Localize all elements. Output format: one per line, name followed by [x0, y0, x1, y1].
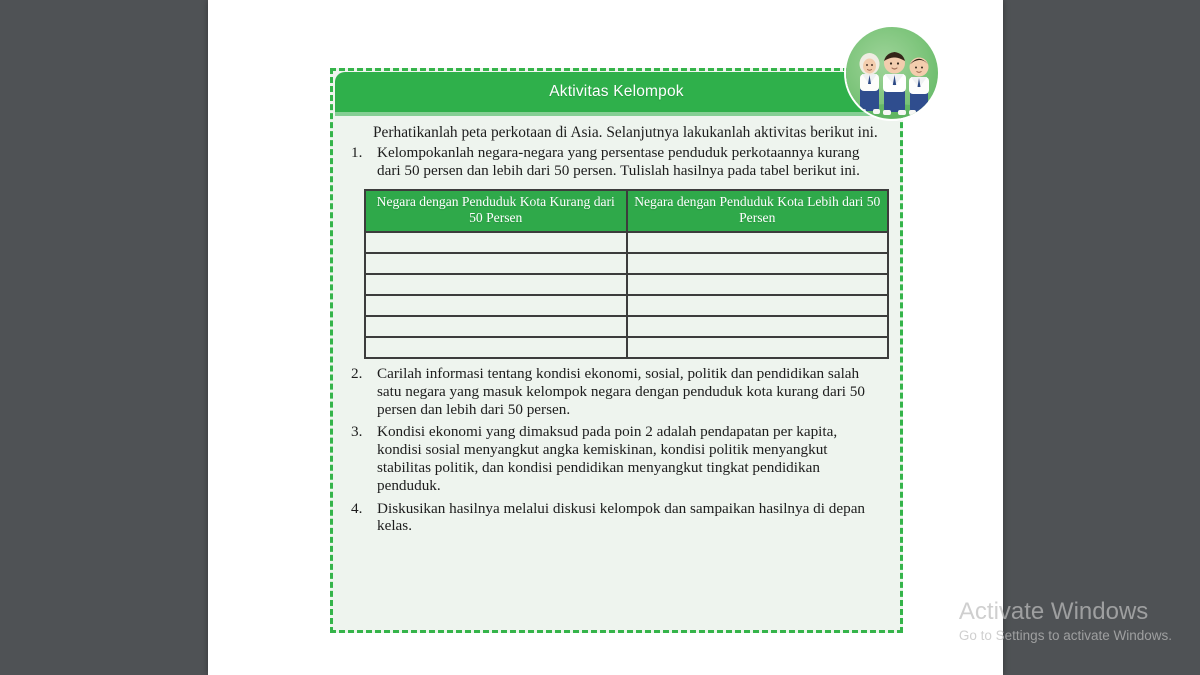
three-students-illustration — [846, 27, 938, 119]
table-header-row — [365, 190, 888, 232]
student-middle — [883, 52, 906, 115]
table-row — [365, 274, 888, 295]
task-number: 2. — [351, 365, 363, 383]
grouping-table-body — [365, 232, 888, 358]
header-underline-rule — [335, 112, 898, 116]
task-text: Diskusikan hasilnya melalui diskusi kelompok dan sampaikan hasilnya di depan kelas. — [377, 499, 866, 535]
table-cell[interactable] — [627, 274, 889, 295]
task-text: Kondisi ekonomi yang dimaksud pada poin 2 adalah pendapatan per kapita, kondisi sosial menyangkut angka kemiskinan, kondisi politik menyangkut stabilitas politik, dan kondisi pendidikan menyangkut tingkat pendidikan penduduk. — [377, 423, 838, 494]
table-cell[interactable] — [365, 295, 627, 316]
task-list-continued — [347, 365, 884, 535]
activation-subtitle: Go to Settings to activate Windows. — [958, 628, 1172, 644]
task-text: Carilah informasi tentang kondisi ekonomi, sosial, politik dan pendidikan salah satu negara yang masuk kelompok negara dengan penduduk kota kurang dari 50 persen dan lebih dari 50 persen. — [377, 365, 865, 418]
task-item-3 — [347, 423, 884, 494]
table-row — [365, 295, 888, 316]
table-row — [365, 232, 888, 253]
task-list — [347, 144, 884, 180]
activity-card-header — [335, 72, 898, 112]
task-item-1 — [347, 144, 884, 180]
activation-title: Activate Windows — [958, 597, 1149, 625]
table-cell[interactable] — [365, 337, 627, 358]
task-item-4 — [347, 500, 884, 536]
student-right — [909, 58, 929, 116]
table-cell[interactable] — [365, 274, 627, 295]
student-left — [859, 53, 880, 114]
table-cell[interactable] — [627, 253, 889, 274]
task-number: 1. — [351, 144, 363, 162]
task-number: 3. — [351, 423, 363, 441]
activity-card — [330, 68, 903, 633]
task-item-2 — [347, 365, 884, 418]
table-row — [365, 253, 888, 274]
table-row — [365, 337, 888, 358]
table-cell[interactable] — [627, 316, 889, 337]
table-header-less-than-50: Negara dengan Penduduk Kota Kurang dari 50 Persen — [365, 190, 627, 232]
task-text: Kelompokanlah negara-negara yang persentase penduduk perkotaannya kurang dari 50 persen dan lebih dari 50 persen. Tulislah hasilnya pada tabel berikut ini. — [377, 144, 860, 180]
activity-card-title: Aktivitas Kelompok — [549, 83, 684, 100]
table-header-more-than-50: Negara dengan Penduduk Kota Lebih dari 50 Persen — [627, 190, 889, 232]
table-row — [365, 316, 888, 337]
table-cell[interactable] — [627, 295, 889, 316]
table-cell[interactable] — [365, 232, 627, 253]
grouping-table — [364, 189, 889, 359]
document-page — [208, 0, 1003, 675]
intro-paragraph: Perhatikanlah peta perkotaan di Asia. Selanjutnya lakukanlah aktivitas berikut ini. — [373, 124, 878, 141]
activity-card-body — [333, 116, 900, 535]
table-cell[interactable] — [365, 316, 627, 337]
table-cell[interactable] — [365, 253, 627, 274]
table-cell[interactable] — [627, 337, 889, 358]
task-number: 4. — [351, 499, 363, 517]
table-cell[interactable] — [627, 232, 889, 253]
